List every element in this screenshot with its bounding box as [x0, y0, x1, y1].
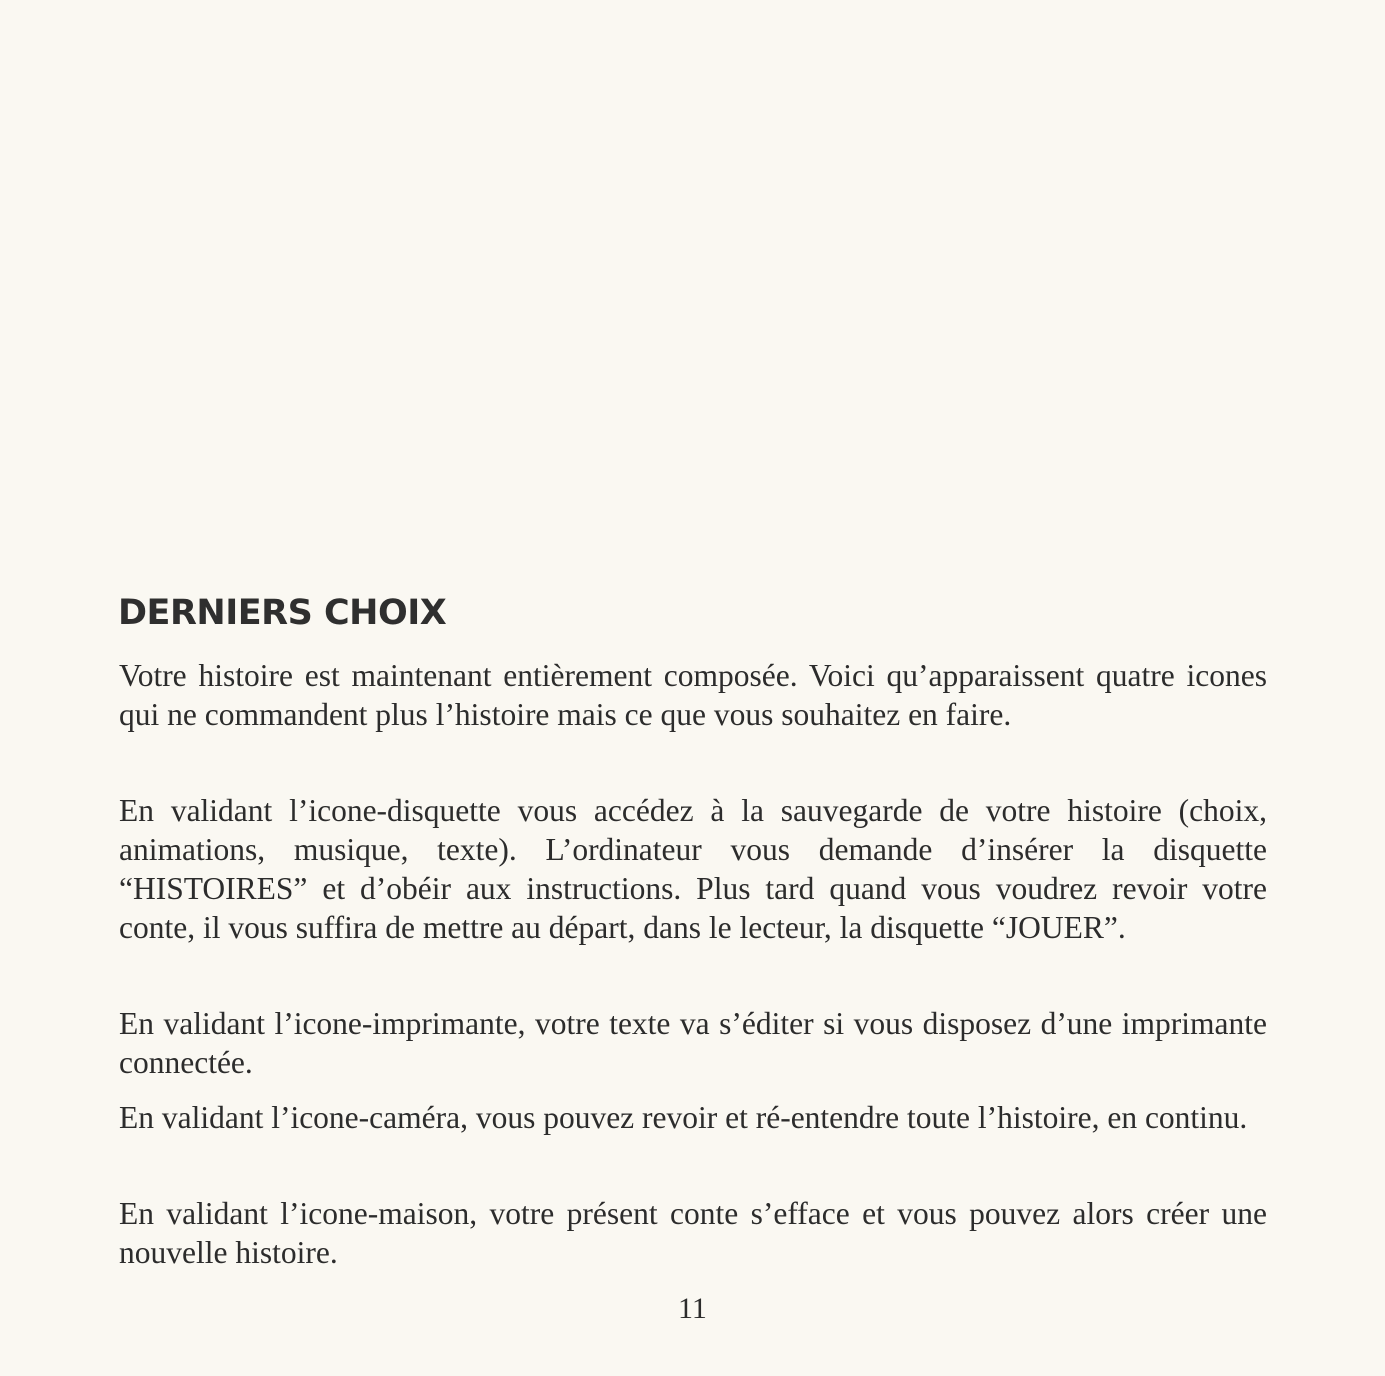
- paragraph-intro: Votre histoire est maintenant entièrement composée. Voici qu’apparaissent quatre icones qui ne commandent plus l’histoire mais ce que vous souhaitez en faire.: [119, 658, 1267, 732]
- page-number: 11: [678, 1292, 707, 1325]
- paragraph-camera: En validant l’icone-caméra, vous pouvez revoir et ré-entendre toute l’histoire, en continu.: [119, 1100, 1248, 1135]
- paragraph-maison: En validant l’icone-maison, votre présent conte s’efface et vous pouvez alors créer une nouvelle histoire.: [119, 1196, 1267, 1270]
- paragraph-disquette: En validant l’icone-disquette vous accédez à la sauvegarde de votre histoire (choix, animations, musique, texte). L’ordinateur vous demande d’insérer la disquette “HISTOIRES” et d’obéir aux instructions. Plus tard quand vous voudrez revoir votre conte, il vous suffira de mettre au départ, dans le lecteur, la disquette “JOUER”.: [119, 793, 1267, 945]
- paragraph-imprimante: En validant l’icone-imprimante, votre texte va s’éditer si vous disposez d’une imprimante connectée.: [119, 1006, 1267, 1080]
- section-heading: DERNIERS CHOIX: [118, 593, 447, 633]
